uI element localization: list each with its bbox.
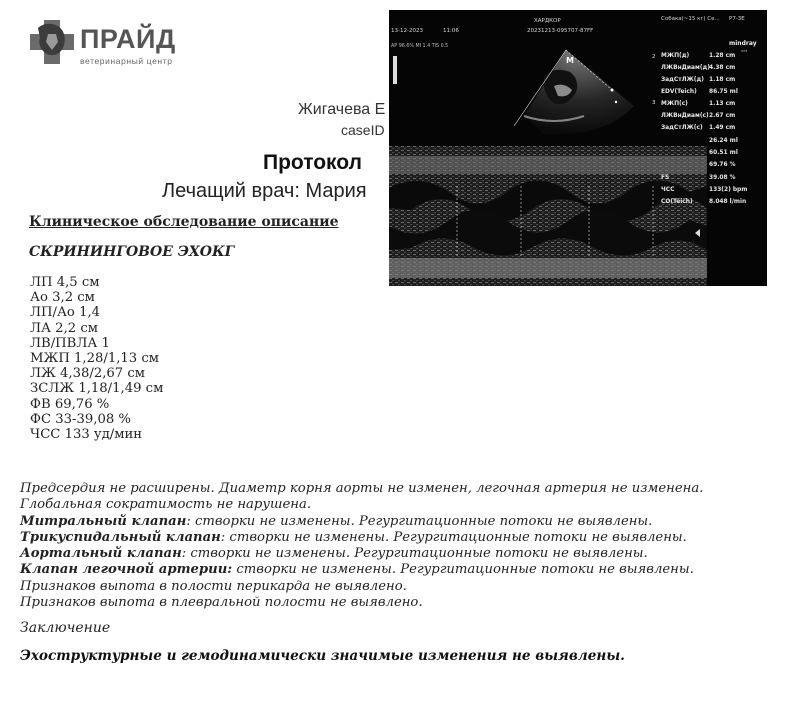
measurement-item: ЧСС 133 уд/мин — [30, 427, 143, 443]
pulmonary-label: Клапан легочной артерии: — [20, 562, 233, 577]
us-measurement-value: 4.38 cm — [709, 65, 736, 71]
us-params: AP 96.6% MI 1.4 TIS 0.5 — [391, 44, 449, 49]
us-measurement-value: 1.49 cm — [709, 125, 736, 131]
us-brand-sub: vet — [741, 48, 748, 53]
systole-index: 3 — [652, 100, 656, 106]
us-measurement-label: EDV(Teich) — [661, 89, 697, 95]
us-measurement-value: 39.08 % — [709, 175, 736, 181]
us-measurement-value: 2.67 cm — [709, 113, 736, 119]
us-measurement-label: FS — [661, 175, 670, 181]
finding-contractility: Глобальная сократимость не нарушена. — [20, 497, 312, 512]
us-measurement-label: МЖП(с) — [661, 101, 688, 107]
conclusion-label: Заключение — [20, 620, 111, 636]
exam-heading: Клиническое обследование описание — [29, 214, 339, 230]
finding-atria: Предсердия не расширены. Диаметр корня аорты не изменен, легочная артерия не изменена. — [20, 481, 704, 496]
measurement-item: ЛА 2,2 см — [30, 320, 98, 336]
pulmonary-text: створки не изменены. Регургитационные потоки не выявлены. — [232, 562, 694, 577]
tricuspid-label: Трикуспидальный клапан — [20, 530, 221, 545]
tricuspid-text: : створки не изменены. Регургитационные потоки не выявлены. — [220, 530, 687, 545]
mitral-label: Митральный клапан — [20, 514, 187, 529]
measurement-item: Ао 3,2 см — [30, 290, 95, 306]
us-application: ХАРДКОР — [534, 18, 561, 24]
echo-2d-sector-image — [484, 46, 644, 142]
finding-aortic — [20, 546, 648, 561]
us-measurement-value: 69.76 % — [709, 162, 736, 168]
us-measurement-value: 60.51 ml — [709, 150, 738, 156]
measurement-item: МЖП 1,28/1,13 см — [30, 351, 160, 367]
us-measurement-value: 1.18 cm — [709, 77, 736, 83]
us-measurement-value: 26.24 ml — [709, 138, 738, 144]
depth-scale — [391, 54, 401, 114]
measurement-item: ФВ 69,76 % — [30, 396, 110, 412]
us-measurement-label: CO(Teich) — [661, 199, 693, 205]
measurements-list — [30, 275, 163, 442]
us-date: 13-12-2023 — [391, 28, 423, 34]
measurement-item: ЛВ/ПВЛА 1 — [30, 335, 110, 351]
us-measurement-value: 1.28 cm — [709, 53, 736, 59]
case-id: caseID — [341, 122, 385, 138]
measurement-item: ЛП 4,5 см — [30, 275, 100, 290]
us-measurement-label: ЧСС — [661, 187, 675, 193]
us-time: 11:06 — [443, 28, 459, 34]
finding-pericardial: Признаков выпота в полости перикарда не выявлено. — [20, 579, 407, 594]
logo-subtitle: ветеринарный центр — [80, 56, 173, 66]
mitral-text: : створки не изменены. Регургитационные потоки не выявлены. — [186, 514, 653, 529]
us-measurement-value: 133(2) bpm — [709, 187, 748, 193]
us-measurement-label: ЛЖВнДиам(с) — [661, 113, 709, 119]
m-mode-marker: M — [566, 56, 574, 65]
ultrasound-printout — [389, 10, 767, 286]
us-study-id: 20231213-095707-87FF — [527, 28, 594, 34]
us-measurement-value: 8.048 l/min — [709, 199, 747, 205]
lion-cross-logo-icon — [30, 20, 74, 64]
us-brand: mindray — [729, 40, 757, 47]
measurement-item: ФС 33-39,08 % — [30, 411, 131, 427]
aortic-text: : створки не изменены. Регургитационные потоки не выявлены. — [181, 546, 648, 561]
us-measurement-value: 1.13 cm — [709, 101, 736, 107]
scroll-arrow-icon — [694, 228, 702, 238]
measurement-item: ЗСЛЖ 1,18/1,49 см — [30, 381, 164, 397]
us-measurement-label: ЛЖВнДиам(д) — [661, 65, 710, 71]
conclusion-text: Эхоструктурные и гемодинамически значимые изменения не выявлены. — [20, 648, 625, 664]
finding-tricuspid — [20, 530, 687, 545]
logo-name: ПРАЙД — [80, 24, 176, 54]
finding-pulmonary — [20, 562, 694, 577]
us-patient: Собака(~15 кг) Се... — [661, 16, 720, 22]
us-measurement-label: ЗадСтЛЖ(д) — [661, 77, 704, 83]
us-measurement-label: МЖП(д) — [661, 53, 690, 59]
measurement-item: ЛЖ 4,38/2,67 см — [30, 366, 146, 382]
us-measurement-value: 86.75 ml — [709, 89, 738, 95]
attending-doctor: Лечащий врач: Мария — [162, 180, 367, 202]
us-measurement-label: ЗадСтЛЖ(с) — [661, 125, 703, 131]
echo-m-mode-strip — [389, 146, 707, 286]
owner-name: Жигачева Е — [298, 101, 386, 118]
measurement-item: ЛП/Ао 1,4 — [30, 305, 101, 321]
screening-title: СКРИНИНГОВОЕ ЭХОКГ — [29, 244, 235, 260]
clinic-logo — [30, 20, 200, 72]
us-probe: P7-3E — [729, 16, 745, 22]
finding-pleural: Признаков выпота в плевральной полости не выявлено. — [20, 595, 423, 610]
finding-mitral — [20, 514, 652, 529]
page-title: Протокол — [263, 151, 362, 174]
aortic-label: Аортальный клапан — [20, 546, 182, 561]
diastole-index: 2 — [652, 54, 656, 60]
